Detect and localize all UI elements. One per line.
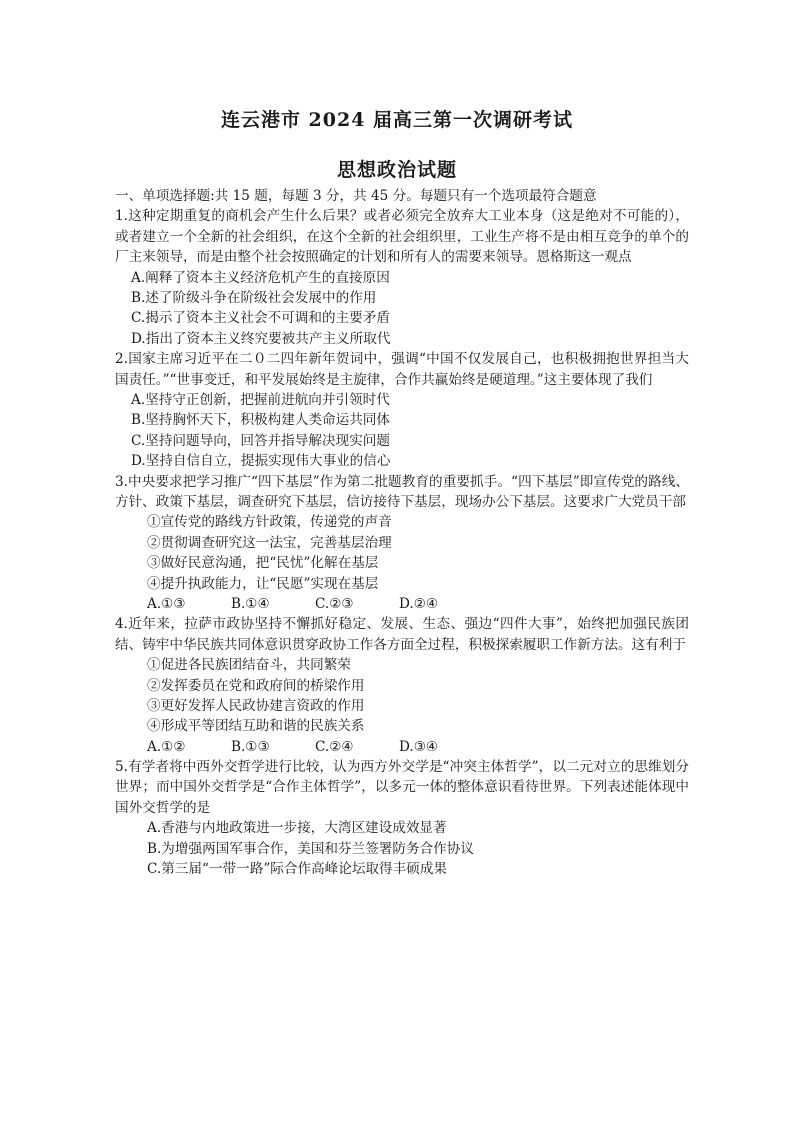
question-2-option-d: D.坚持自信自立，提振实现伟大事业的信心 bbox=[131, 453, 391, 470]
question-5-option-b: B.为增强两国军事合作，美国和芬兰签署防务合作协议 bbox=[147, 840, 474, 857]
question-3-choice-a: A.①③ bbox=[147, 595, 186, 612]
question-3-choice-b: B.①④ bbox=[231, 595, 270, 612]
question-2-option-b: B.坚持胸怀天下，积极构建人类命运共同体 bbox=[131, 412, 390, 429]
question-1-option-d: D.指出了资本主义终究要被共产主义所取代 bbox=[131, 330, 391, 347]
question-3-statement-2: ②贯彻调查研究这一法宝，完善基层治理 bbox=[147, 534, 392, 551]
question-4-stem: 4.近年来，拉萨市政协坚持不懈抓好稳定、发展、生态、强边“四件大事”，始终把加强民族团结、铸牢中华民族共同体意识贯穿政协工作各方面全过程，积极探索履职工作新方法。这有利于 bbox=[115, 616, 689, 653]
question-2-option-a: A.坚持守正创新，把握前进航向并引领时代 bbox=[131, 391, 390, 408]
question-4-choice-d: D.③④ bbox=[399, 738, 439, 755]
question-4-choice-a: A.①② bbox=[147, 738, 186, 755]
question-4-statement-3: ③更好发挥人民政协建言资政的作用 bbox=[147, 697, 365, 714]
question-3-choice-c: C.②③ bbox=[315, 595, 354, 612]
question-4-statement-2: ②发挥委员在党和政府间的桥梁作用 bbox=[147, 677, 365, 694]
question-2-option-c: C.坚持问题导向，回答并指导解决现实问题 bbox=[131, 432, 390, 449]
question-4-choices bbox=[115, 737, 689, 757]
exam-title: 连云港市 2024 届高三第一次调研考试 bbox=[220, 109, 574, 131]
question-5-stem: 5.有学者将中西外交哲学进行比较，认为西方外交学是“冲突主体哲学”，以二元对立的思维划分世界；而中国外交哲学是“合作主体哲学”，以多元一体的整体意识看待世界。下列表述能体现中国外交哲学的是 bbox=[115, 759, 689, 816]
question-1-stem: 1.这种定期重复的商机会产生什么后果？或者必须完全放弃大工业本身（这是绝对不可能的），或者建立一个全新的社会组织，在这个全新的社会组织里，工业生产将不是由相互竞争的单个的厂主来领导，而是由整个社会按照确定的计划和所有人的需要来领导。恩格斯这一观点 bbox=[115, 208, 689, 266]
question-4-choice-b: B.①③ bbox=[231, 738, 270, 755]
question-3-statement-1: ①宣传党的路线方针政策，传递党的声音 bbox=[147, 514, 392, 531]
question-3-stem: 3.中央要求把学习推广“四下基层”作为第二批题教育的重要抓手。“四下基层”即宣传党的路线、方针、政策下基层，调查研究下基层，信访接待下基层，现场办公下基层。这要求广大党员干部 bbox=[115, 473, 689, 510]
question-1-option-a: A.阐释了资本主义经济危机产生的直接原因 bbox=[131, 269, 390, 286]
exam-content bbox=[115, 186, 689, 879]
question-3-choice-d: D.②④ bbox=[399, 595, 439, 612]
question-4-choice-c: C.②④ bbox=[315, 738, 354, 755]
question-1-option-b: B.述了阶级斗争在阶级社会发展中的作用 bbox=[131, 290, 377, 306]
question-4-statement-1: ①促进各民族团结奋斗，共同繁荣 bbox=[147, 657, 351, 674]
question-1-option-c: C.揭示了资本主义社会不可调和的主要矛盾 bbox=[131, 310, 390, 327]
question-5-option-a: A.香港与内地政策进一步接，大湾区建设成效显著 bbox=[147, 820, 447, 837]
question-3-statement-4: ④提升执政能力，让“民愿”实现在基层 bbox=[147, 575, 379, 592]
question-3-statement-3: ③做好民意沟通，把“民忧”化解在基层 bbox=[147, 555, 379, 572]
exam-subtitle: 思想政治试题 bbox=[336, 159, 457, 181]
question-3-choices bbox=[115, 594, 689, 614]
question-4-statement-4: ④形成平等团结互助和谐的民族关系 bbox=[147, 718, 365, 735]
question-2-stem: 2.国家主席习近平在二０二四年新年贺词中，强调“中国不仅发展自己，也积极拥抱世界担当大国责任。”“世事变迁，和平发展始终是主旋律，合作共赢始终是硬道理。”这主要体现了我们 bbox=[115, 351, 689, 388]
question-5-option-c: C.第三届“一带一路”际合作高峰论坛取得丰硕成果 bbox=[147, 861, 448, 878]
section-header: 一、单项选择题:共 15 题，每题 3 分，共 45 分。每题只有一个选项最符合题意 bbox=[115, 188, 597, 204]
